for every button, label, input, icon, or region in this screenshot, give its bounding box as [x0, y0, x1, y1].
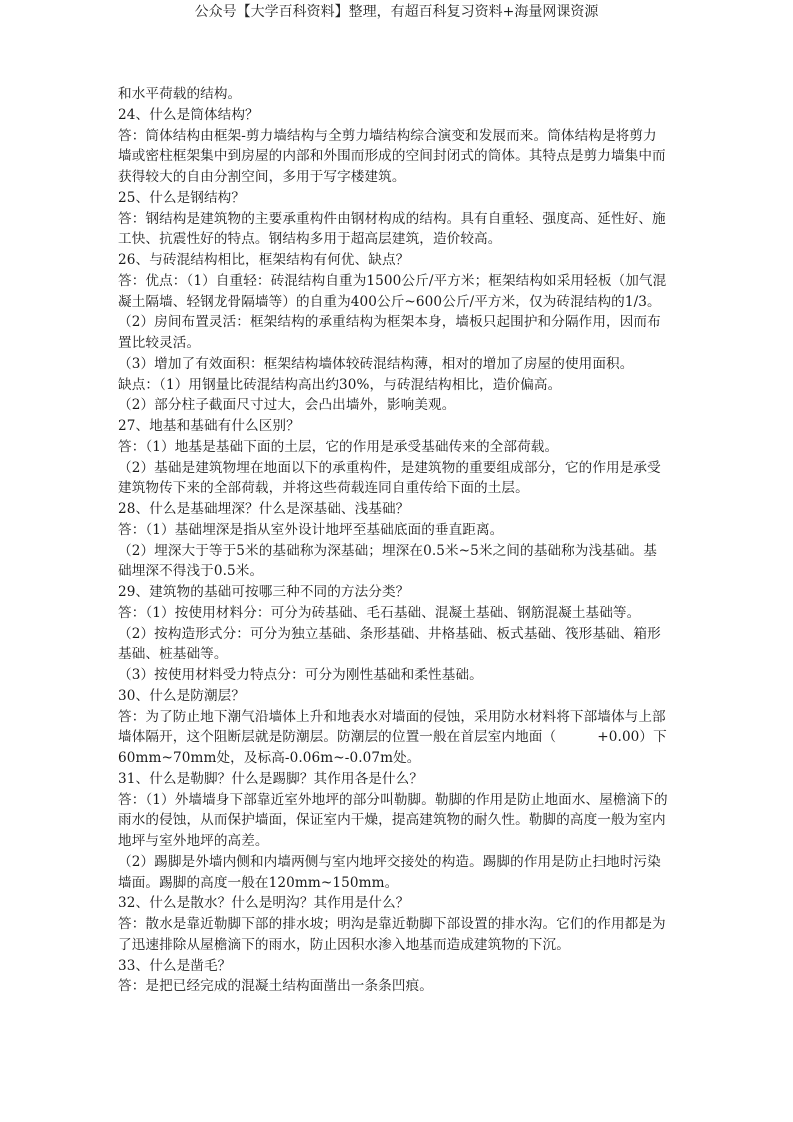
text-line: 答：（1）基础埋深是指从室外设计地坪至基础底面的垂直距离。	[118, 521, 504, 538]
text-line: 墙或密柱框架集中到房屋的内部和外围而形成的空间封闭式的筒体。其特点是剪力墙集中而	[118, 148, 666, 165]
question-line: 31、什么是勒脚？什么是踢脚？其作用各是什么？	[118, 770, 424, 787]
question-line: 28、什么是基础埋深？什么是深基础、浅基础？	[118, 501, 410, 517]
text-line: 置比较灵活。	[118, 335, 201, 351]
question-line: 27、地基和基础有什么区别？	[118, 418, 300, 434]
question-line: 25、什么是钢结构？	[118, 189, 246, 206]
text-line: 雨水的侵蚀，从而保护墙面，保证室内干燥，提高建筑物的耐久性。勒脚的高度一般为室内	[118, 812, 666, 829]
question-line: 29、建筑物的基础可按哪三种不同的方法分类？	[118, 584, 410, 600]
text-line: （2）部分柱子截面尺寸过大，会凸出墙外，影响美观。	[118, 397, 456, 414]
text-line: （3）按使用材料受力特点分：可分为刚性基础和柔性基础。	[118, 667, 483, 683]
text-line: （2）按构造形式分：可分为独立基础、条形基础、井格基础、板式基础、筏形基础、箱形	[118, 625, 661, 642]
text-line: 了迅速排除从屋檐滴下的雨水，防止因积水渗入地基而造成建筑物的下沉。	[118, 936, 570, 953]
text-line: 工快、抗震性好的特点。钢结构多用于超高层建筑，造价较高。	[118, 231, 502, 248]
text-line: 答：优点：（1）自重轻：砖混结构自重为1500公斤/平方米；框架结构如采用轻板（加气混	[118, 272, 667, 289]
text-line: 缺点：（1）用钢量比砖混结构高出约30%，与砖混结构相比，造价偏高。	[118, 376, 562, 393]
text-line: 答：（1）按使用材料分：可分为砖基础、毛石基础、混凝土基础、钢筋混凝土基础等。	[118, 604, 641, 621]
question-line: 32、什么是散水？什么是明沟？其作用是什么？	[118, 895, 410, 912]
text-line: 获得较大的自由分割空间，多用于写字楼建筑。	[118, 169, 406, 185]
text-line: 地坪与室外地坪的高差。	[118, 833, 269, 849]
question-line: 24、什么是筒体结构？	[118, 106, 259, 123]
text-line: 答：为了防止地下潮气沿墙体上升和地表水对墙面的侵蚀，采用防水材料将下部墙体与上部	[118, 708, 666, 725]
question-line: 26、与砖混结构相比，框架结构有何优、缺点？	[118, 252, 410, 268]
text-line: 墙体隔开，这个阻断层就是防潮层。防潮层的位置一般在首层室内地面（ +0.00）下	[118, 729, 667, 746]
text-line: 基础、桩基础等。	[118, 646, 228, 663]
text-line: 60mm~70mm处，及标高-0.06m~-0.07m处。	[118, 750, 421, 766]
text-line: 答：（1）地基是基础下面的土层，它的作用是承受基础传来的全部荷载。	[118, 438, 559, 455]
page-header-banner: 公众号【大学百科资料】整理，有超百科复习资料+海量网课资源	[194, 4, 599, 20]
text-line: 答：散水是靠近勒脚下部的排水坡；明沟是靠近勒脚下部设置的排水沟。它们的作用都是为	[118, 916, 666, 932]
question-line: 30、什么是防潮层？	[118, 687, 246, 704]
text-line: （3）增加了有效面积：框架结构墙体较砖混结构薄，相对的增加了房屋的使用面积。	[118, 355, 634, 372]
document-body	[118, 84, 686, 997]
text-line: 答：筒体结构由框架-剪力墙结构与全剪力墙结构综合演变和发展而来。筒体结构是将剪力	[118, 127, 657, 144]
text-line: 和水平荷载的结构。	[118, 86, 242, 102]
text-line: 答：是把已经完成的混凝土结构面凿出一条条凹痕。	[118, 978, 433, 995]
text-line: 答：钢结构是建筑物的主要承重构件由钢材构成的结构。具有自重轻、强度高、延性好、施	[118, 210, 666, 227]
text-line: 凝土隔墙、轻钢龙骨隔墙等）的自重为400公斤~600公斤/平方米，仅为砖混结构的1/3。	[118, 293, 661, 310]
text-line: （2）埋深大于等于5米的基础称为深基础；埋深在0.5米~5米之间的基础称为浅基础。基	[118, 542, 657, 559]
text-line: 墙面。踢脚的高度一般在120mm~150mm。	[118, 874, 399, 891]
text-line: （2）踢脚是外墙内侧和内墙两侧与室内地坪交接处的构造。踢脚的作用是防止扫地时污染	[118, 853, 661, 870]
text-line: 答：（1）外墙墙身下部靠近室外地坪的部分叫勒脚。勒脚的作用是防止地面水、屋檐滴下的	[118, 791, 668, 808]
text-line: 础埋深不得浅于0.5米。	[118, 563, 264, 580]
text-line: （2）基础是建筑物埋在地面以下的承重构件，是建筑物的重要组成部分，它的作用是承受	[118, 459, 661, 476]
text-line: （2）房间布置灵活：框架结构的承重结构为框架本身，墙板只起围护和分隔作用，因而布	[118, 314, 661, 331]
question-line: 33、什么是凿毛？	[118, 957, 232, 974]
text-line: 建筑物传下来的全部荷载，并将这些荷载连同自重传给下面的土层。	[118, 480, 529, 497]
